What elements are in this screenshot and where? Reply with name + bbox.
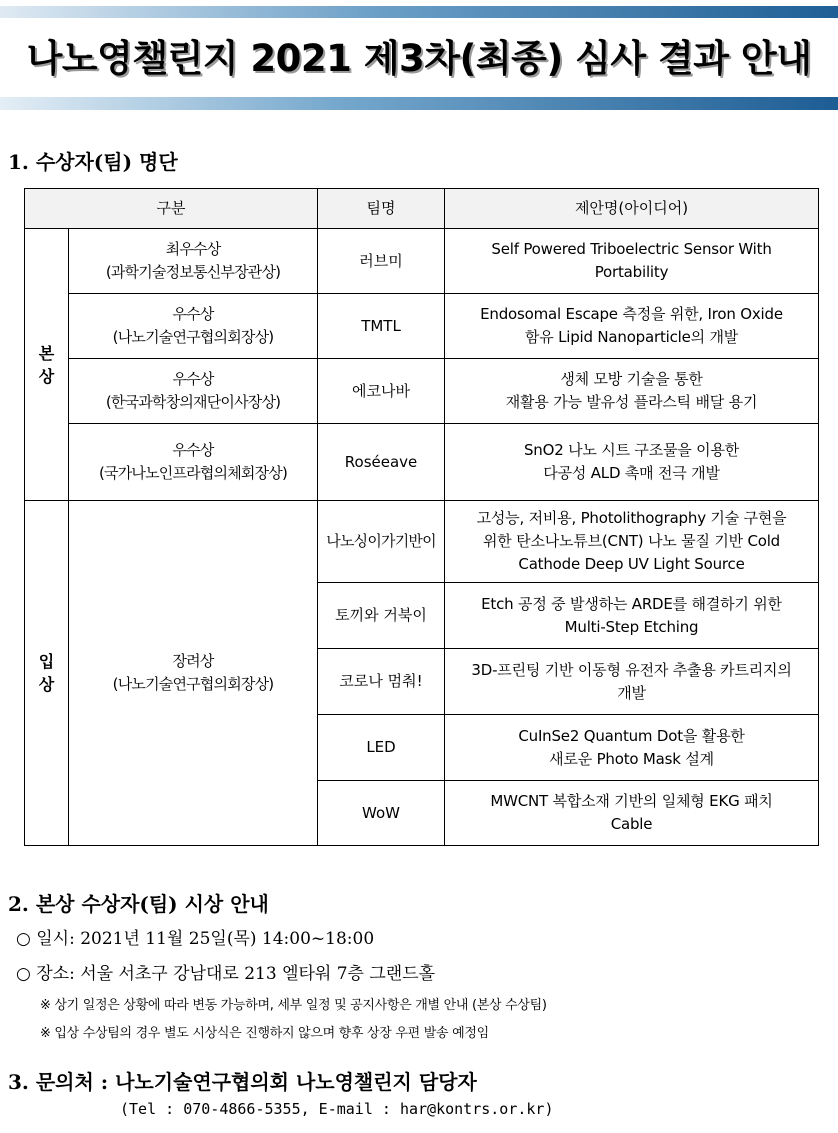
prize-cell: 우수상 (한국과학창의재단이사장상): [69, 359, 318, 424]
header-team: 팀명: [318, 189, 445, 229]
table-header-row: [25, 189, 819, 229]
ceremony-place: ○ 장소: 서울 서초구 강남대로 213 엘타워 7층 그랜드홀: [16, 964, 436, 984]
idea-cell: Self Powered Triboelectric Sensor With Portability: [445, 229, 819, 294]
mail-note: ※ 입상 수상팀의 경우 별도 시상식은 진행하지 않으며 향후 상장 우편 발송 예정임: [40, 1026, 489, 1041]
top-decorative-bar: [0, 6, 838, 18]
table-row: [25, 229, 819, 294]
table-row: [25, 501, 819, 583]
idea-cell: 고성능, 저비용, Photolithography 기술 구현을 위한 탄소나노튜브(CNT) 나노 물질 기반 Cold Cathode Deep UV Light Source: [445, 501, 819, 583]
section-1-heading: 1. 수상자(팀) 명단: [8, 150, 178, 174]
page-title: 나노영챌린지 2021 제3차(최종) 심사 결과 안내: [26, 37, 812, 80]
table-row: [25, 359, 819, 424]
prize-cell: 장려상 (나노기술연구협의회장상): [69, 501, 318, 846]
header-idea: 제안명(아이디어): [445, 189, 819, 229]
team-cell: 에코나바: [318, 359, 445, 424]
section-3-heading: 3. 문의처 : 나노기술연구협의회 나노영챌린지 담당자: [8, 1070, 477, 1094]
header-category: 구분: [25, 189, 318, 229]
idea-cell: 생체 모방 기술을 통한 재활용 가능 발유성 플라스틱 배달 용기: [445, 359, 819, 424]
winners-table: [24, 188, 819, 846]
ceremony-date: ○ 일시: 2021년 11월 25일(목) 14:00~18:00: [16, 929, 375, 949]
team-cell: 토끼와 거북이: [318, 583, 445, 649]
idea-cell: CuInSe2 Quantum Dot을 활용한 새로운 Photo Mask 설계: [445, 715, 819, 781]
idea-cell: MWCNT 복합소재 기반의 일체형 EKG 패치 Cable: [445, 781, 819, 846]
table-row: [25, 294, 819, 359]
idea-cell: 3D-프린팅 기반 이동형 유전자 추출용 카트리지의 개발: [445, 649, 819, 715]
section-2-heading: 2. 본상 수상자(팀) 시상 안내: [8, 892, 269, 916]
team-cell: WoW: [318, 781, 445, 846]
contact-info: (Tel : 070-4866-5355, E-mail : har@kontrs.or.kr): [120, 1100, 554, 1118]
team-cell: LED: [318, 715, 445, 781]
entry-award-category: 입 상: [25, 501, 69, 846]
idea-cell: Endosomal Escape 측정을 위한, Iron Oxide 함유 Lipid Nanoparticle의 개발: [445, 294, 819, 359]
schedule-note: ※ 상기 일정은 상황에 따라 변동 가능하며, 세부 일정 및 공지사항은 개별 안내 (본상 수상팀): [40, 998, 547, 1013]
prize-cell: 우수상 (나노기술연구협의회장상): [69, 294, 318, 359]
team-cell: Roséeave: [318, 424, 445, 501]
main-award-category: 본 상: [25, 229, 69, 501]
table-row: [25, 424, 819, 501]
idea-cell: SnO2 나노 시트 구조물을 이용한 다공성 ALD 촉매 전극 개발: [445, 424, 819, 501]
team-cell: 코로나 멈춰!: [318, 649, 445, 715]
title-underline-bar: [0, 97, 838, 110]
prize-cell: 최우수상 (과학기술정보통신부장관상): [69, 229, 318, 294]
team-cell: 러브미: [318, 229, 445, 294]
team-cell: TMTL: [318, 294, 445, 359]
idea-cell: Etch 공정 중 발생하는 ARDE를 해결하기 위한 Multi-Step Etching: [445, 583, 819, 649]
prize-cell: 우수상 (국가나노인프라협의체회장상): [69, 424, 318, 501]
team-cell: 나노싱이가기반이: [318, 501, 445, 583]
